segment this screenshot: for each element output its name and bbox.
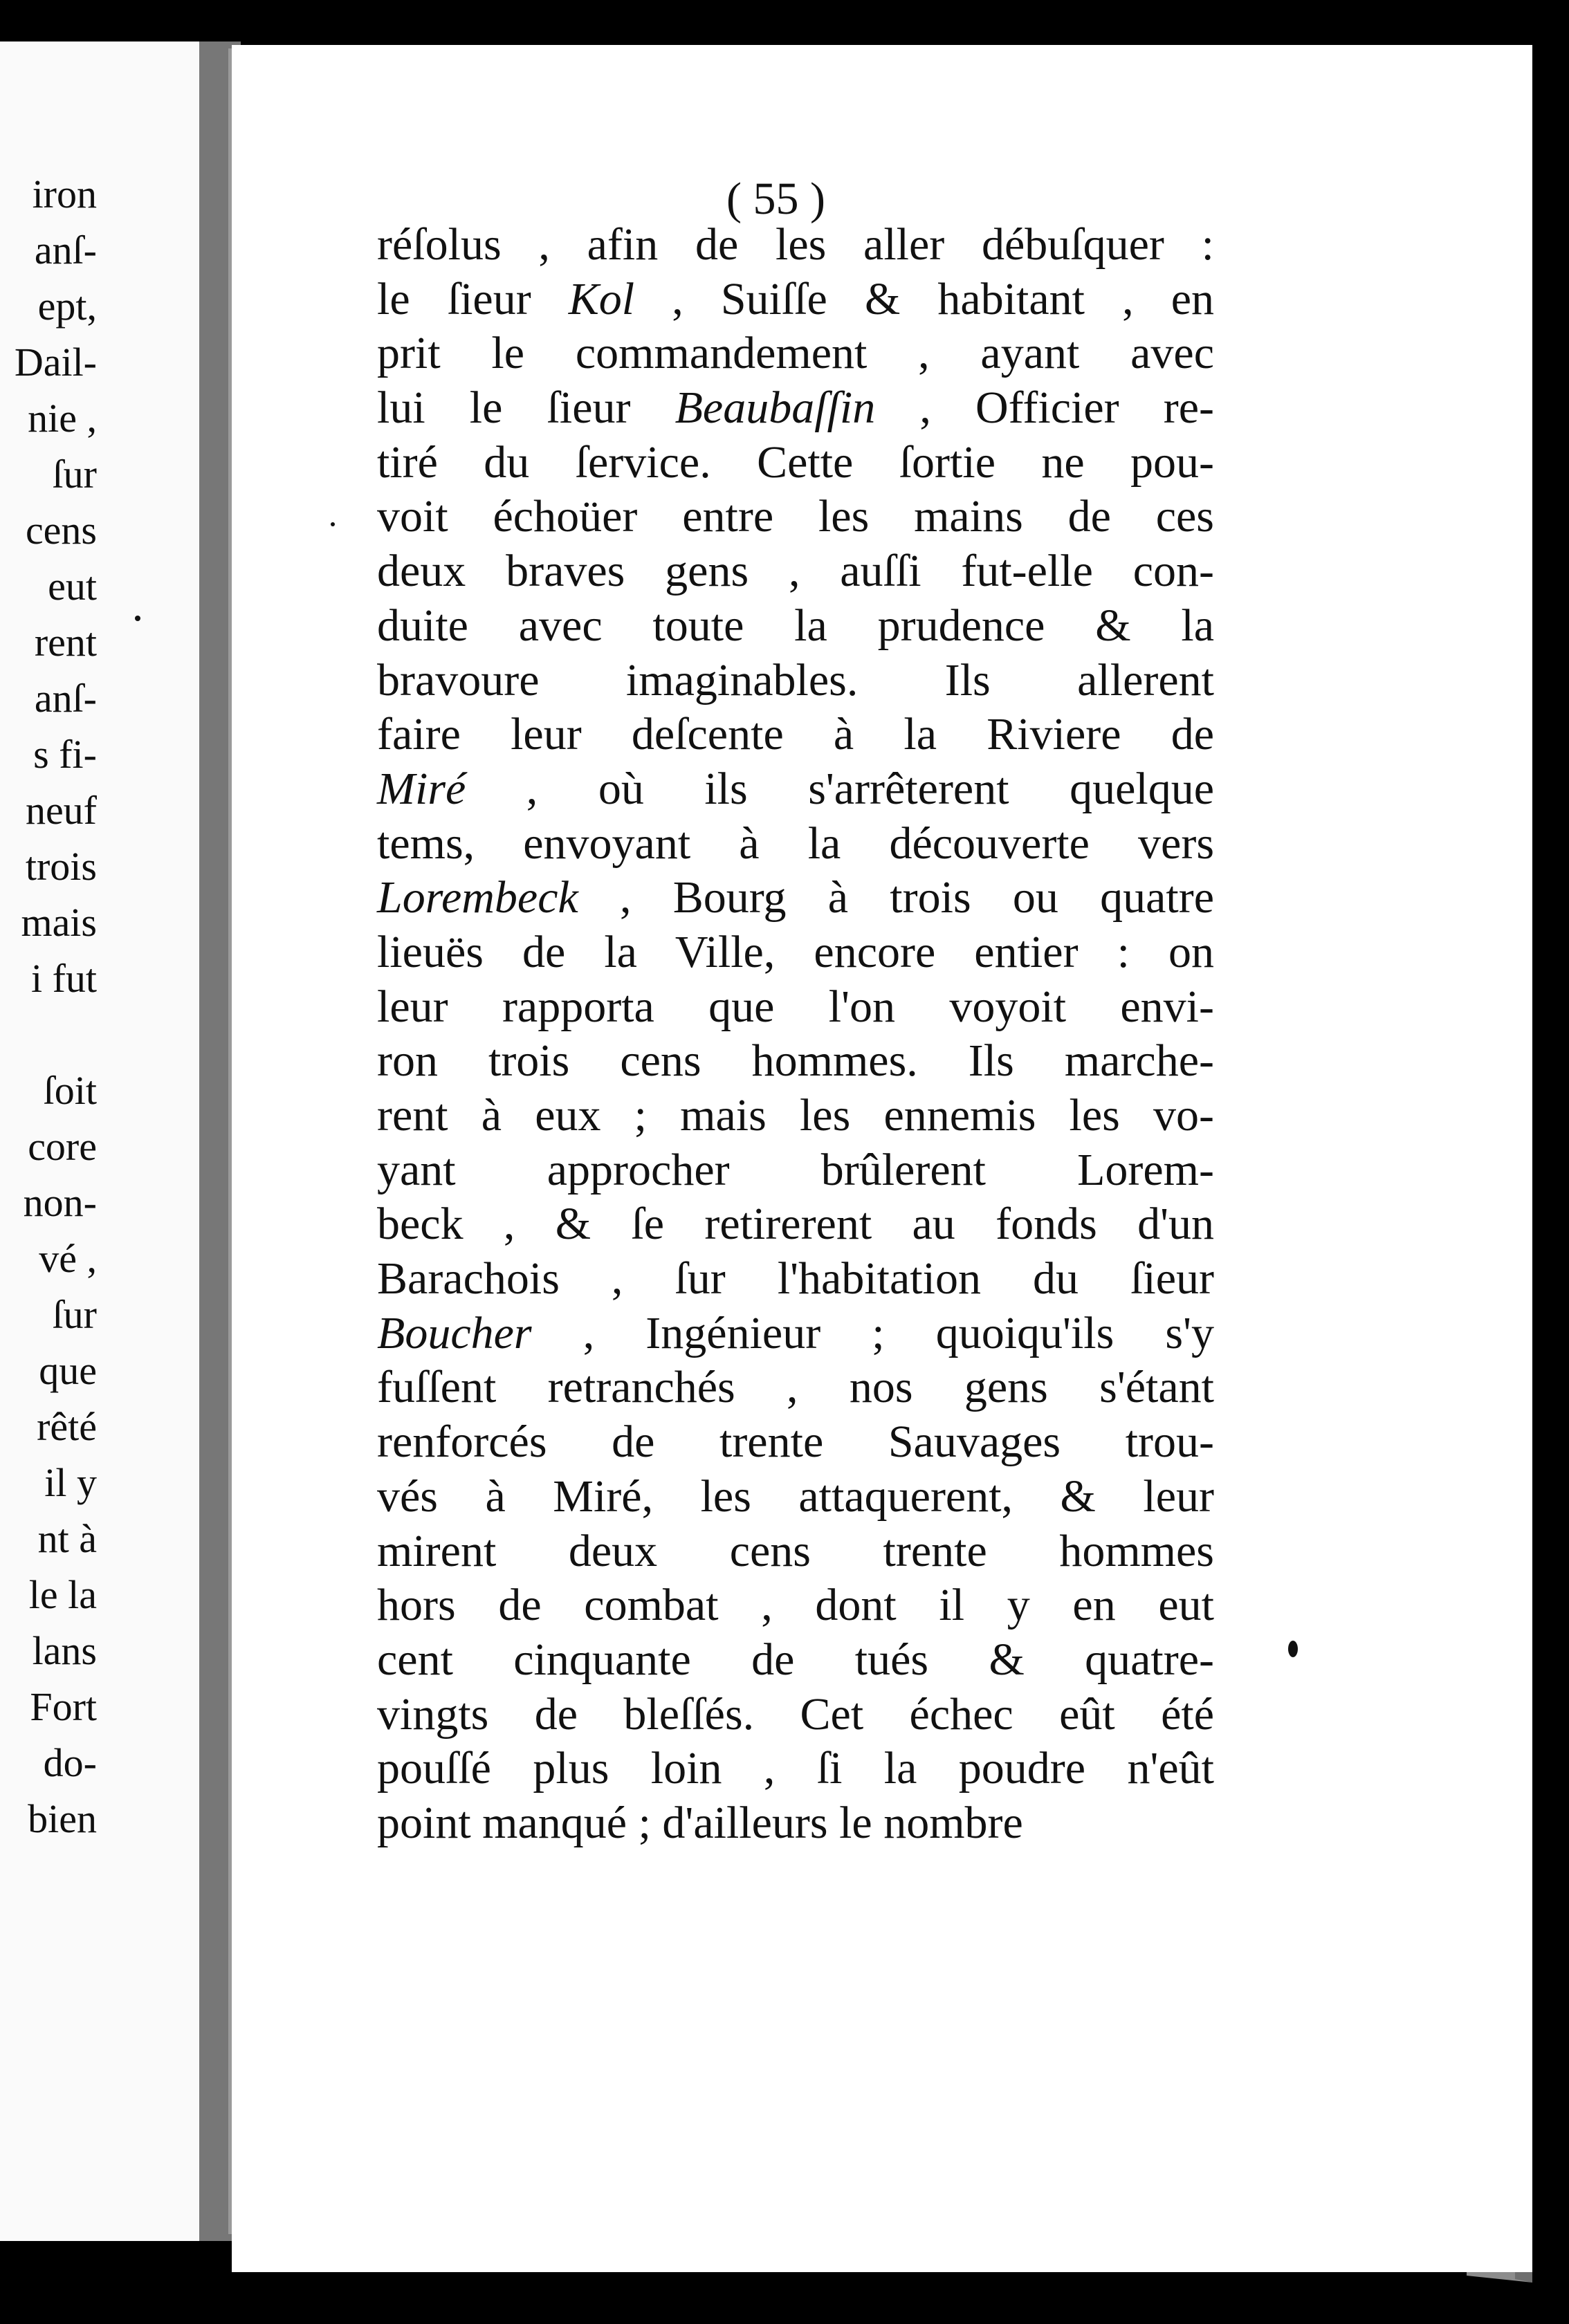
text-run: faire leur deſcente à la Riviere de <box>377 709 1214 760</box>
left-page-line: le la <box>28 1572 97 1617</box>
left-page-line: trois <box>25 844 97 889</box>
left-page-line: s fi- <box>33 732 97 777</box>
text-line <box>377 1252 1214 1307</box>
text-line <box>377 490 1214 544</box>
text-line <box>377 273 1214 327</box>
text-line <box>377 871 1214 925</box>
text-line <box>377 925 1214 980</box>
ink-speck <box>331 522 335 526</box>
text-line <box>377 1524 1214 1579</box>
left-page-line: bien <box>28 1796 97 1841</box>
left-page-line: i fut <box>30 956 97 1001</box>
left-page-line <box>0 1006 97 1062</box>
left-page-line: iron <box>32 172 97 216</box>
left-page-line: anſ- <box>34 228 97 273</box>
text-run: , Suiſſe & habitant , en <box>634 273 1214 324</box>
text-run: point manqué ; d'ailleurs le nombre <box>377 1797 1023 1848</box>
left-page-line: rêté <box>37 1404 97 1449</box>
left-page-line: nt à <box>37 1516 97 1561</box>
text-run: , Ingénieur ; quoiqu'ils s'y <box>531 1307 1214 1358</box>
left-page-line: eut <box>48 564 97 609</box>
text-line <box>377 1307 1214 1361</box>
text-run: prit le commandement , ayant avec <box>377 328 1214 379</box>
left-page-line: que <box>39 1348 97 1393</box>
text-line <box>377 1415 1214 1470</box>
text-run: tems, envoyant à la découverte vers <box>377 818 1214 869</box>
text-run: Barachois , ſur l'habitation du ſieur <box>377 1253 1214 1304</box>
text-run: tiré du ſervice. Cette ſortie ne pou- <box>377 436 1214 488</box>
italic-name: Beaubaſſin <box>675 382 876 434</box>
left-page-line: vé , <box>39 1236 97 1281</box>
text-line <box>377 708 1214 762</box>
text-line <box>377 1361 1214 1415</box>
page-number: ( 55 ) <box>726 174 825 224</box>
left-page-line: rent <box>34 620 97 665</box>
left-page-line: ſoit <box>43 1068 97 1113</box>
left-page-line: anſ- <box>34 676 97 721</box>
left-page-line: mais <box>21 900 97 945</box>
text-line <box>377 1578 1214 1633</box>
text-run: fuſſent retranchés , nos gens s'étant <box>377 1362 1214 1413</box>
text-line <box>377 980 1214 1035</box>
left-page-line: Fort <box>30 1684 97 1729</box>
text-run: , où ils s'arrêterent quelque <box>466 763 1214 814</box>
text-run: cent cinquante de tués & quatre- <box>377 1634 1214 1685</box>
text-run: beck , & ſe retirerent au fonds d'un <box>377 1199 1214 1250</box>
text-run: réſolus , afin de les aller débuſquer : <box>377 219 1214 270</box>
text-run: hors de combat , dont il y en eut <box>377 1580 1214 1631</box>
text-line <box>377 1470 1214 1524</box>
text-run: yant approcher brûlerent Lorem- <box>377 1144 1214 1195</box>
left-page-line: ſur <box>52 452 97 497</box>
text-run: lui le ſieur <box>377 382 675 434</box>
ink-speck <box>135 616 140 621</box>
text-line <box>377 1197 1214 1252</box>
text-run: deux braves gens , auſſi fut-elle con- <box>377 546 1214 597</box>
left-page-line: core <box>28 1124 97 1169</box>
text-run: lieuës de la Ville, encore entier : on <box>377 926 1214 977</box>
text-line <box>377 1742 1214 1796</box>
left-page-line: il y <box>44 1460 97 1505</box>
left-page-line: do- <box>43 1740 97 1785</box>
text-run: vingts de bleſſés. Cet échec eût été <box>377 1688 1214 1740</box>
italic-name: Miré <box>377 763 466 814</box>
text-run: duite avec toute la prudence & la <box>377 600 1214 651</box>
left-page-line: nie , <box>28 396 97 441</box>
text-run: mirent deux cens trente hommes <box>377 1525 1214 1576</box>
italic-name: Kol <box>568 273 635 324</box>
italic-name: Boucher <box>377 1307 532 1358</box>
text-run: vés à Miré, les attaquerent, & leur <box>377 1470 1214 1522</box>
body-text <box>377 218 1214 1851</box>
text-line <box>377 1034 1214 1089</box>
left-page-line: neuf <box>25 788 97 833</box>
text-line <box>377 436 1214 490</box>
text-run: , Bourg à trois ou quatre <box>578 872 1214 923</box>
text-line <box>377 1143 1214 1198</box>
left-page-line: non- <box>23 1180 97 1225</box>
text-line <box>377 817 1214 872</box>
left-page-text <box>0 166 97 1847</box>
text-line <box>377 599 1214 654</box>
text-run: bravoure imaginables. Ils allerent <box>377 654 1214 706</box>
ink-speck <box>1288 1641 1298 1657</box>
text-run: pouſſé plus loin , ſi la poudre n'eût <box>377 1743 1214 1794</box>
left-page-line: lans <box>32 1628 97 1673</box>
italic-name: Lorembeck <box>377 872 578 923</box>
text-line <box>377 654 1214 708</box>
text-run: , Officier re- <box>875 382 1214 434</box>
text-run: leur rapporta que l'on voyoit envi- <box>377 981 1214 1032</box>
text-line <box>377 762 1214 817</box>
text-line <box>377 1688 1214 1742</box>
text-run: rent à eux ; mais les ennemis les vo- <box>377 1090 1214 1141</box>
text-run: voit échoüer entre les mains de ces <box>377 491 1214 542</box>
text-line <box>377 381 1214 436</box>
text-line <box>377 218 1214 273</box>
left-page-line: ſur <box>52 1292 97 1337</box>
left-page-line: Dail- <box>14 340 97 385</box>
left-page-line: ept, <box>37 284 97 329</box>
text-line <box>377 1089 1214 1143</box>
text-run: le ſieur <box>377 273 569 324</box>
text-line <box>377 326 1214 381</box>
text-run: renforcés de trente Sauvages trou- <box>377 1417 1214 1468</box>
text-line <box>377 1796 1214 1851</box>
text-line <box>377 1633 1214 1688</box>
text-run: ron trois cens hommes. Ils marche- <box>377 1035 1214 1087</box>
left-page-line: cens <box>25 508 97 553</box>
text-line <box>377 544 1214 599</box>
